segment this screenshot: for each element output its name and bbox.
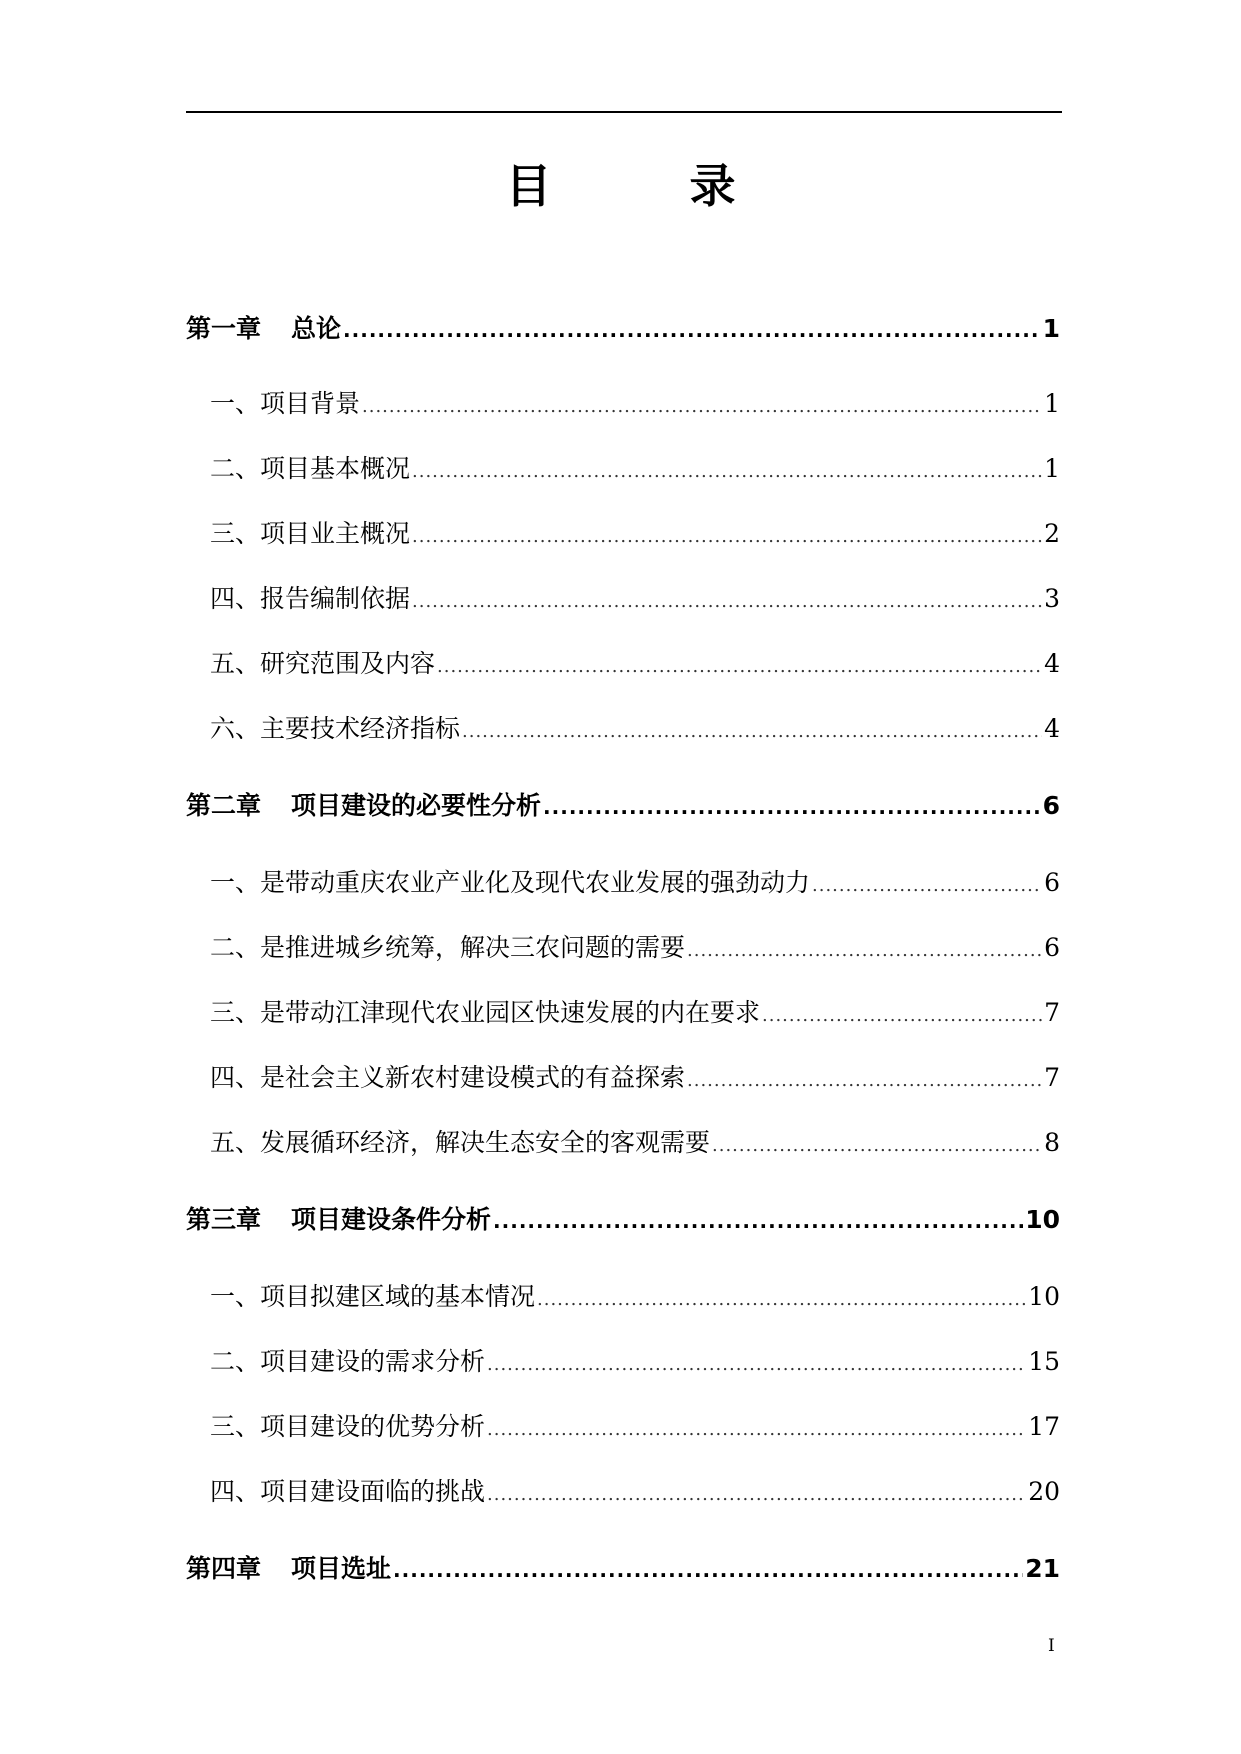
chapter-title: 项目建设条件分析 [291,1205,492,1234]
page-ref: 4 [1044,714,1060,743]
chapter-number: 第四章 [186,1554,262,1583]
page-ref: 21 [1025,1554,1060,1583]
chapter-number: 第一章 [186,314,262,343]
dot-leader [537,1289,1026,1310]
toc-section[interactable] [186,449,1060,485]
dot-leader [412,461,1042,482]
dot-leader [462,721,1042,742]
page-ref: 2 [1044,519,1060,548]
toc-section[interactable] [186,1472,1060,1508]
page-ref: 7 [1044,1063,1060,1092]
toc-section[interactable] [186,928,1060,964]
dot-leader [493,1209,1023,1233]
dot-leader [762,1005,1042,1026]
dot-leader [437,656,1042,677]
toc-section[interactable] [186,1407,1060,1443]
dot-leader [412,591,1042,612]
section-title: 五、发展循环经济，解决生态安全的客观需要 [210,1128,711,1157]
section-title: 四、项目建设面临的挑战 [210,1477,486,1506]
section-title: 二、是推进城乡统筹，解决三农问题的需要 [210,933,686,962]
page-ref: 10 [1028,1282,1060,1311]
page-ref: 10 [1025,1205,1060,1234]
toc-section[interactable] [186,1342,1060,1378]
dot-leader [687,1070,1042,1091]
section-title: 六、主要技术经济指标 [210,714,461,743]
toc-chapter-4[interactable] [186,1549,1060,1585]
dot-leader [543,795,1041,819]
header-rule [186,111,1062,113]
dot-leader [812,875,1042,896]
dot-leader [487,1354,1026,1375]
dot-leader [412,526,1042,547]
chapter-number: 第二章 [186,791,262,820]
page-ref: 1 [1044,454,1060,483]
page-ref: 1 [1044,389,1060,418]
page-ref: 20 [1028,1477,1060,1506]
section-title: 四、报告编制依据 [210,584,411,613]
section-title: 一、项目背景 [210,389,361,418]
toc-section[interactable] [186,1277,1060,1313]
section-title: 三、项目业主概况 [210,519,411,548]
page-title: 目 录 [505,159,782,213]
toc-section[interactable] [186,993,1060,1029]
section-title: 三、项目建设的优势分析 [210,1412,486,1441]
dot-leader [343,318,1041,342]
chapter-title: 项目选址 [291,1554,392,1583]
page-ref: 6 [1044,868,1060,897]
page-ref: 17 [1028,1412,1060,1441]
toc-section[interactable] [186,1058,1060,1094]
page-ref: 6 [1042,791,1060,820]
page-ref: 6 [1044,933,1060,962]
dot-leader [687,940,1042,961]
toc-chapter-3[interactable] [186,1200,1060,1236]
toc-section[interactable] [186,709,1060,745]
section-title: 三、是带动江津现代农业园区快速发展的内在要求 [210,998,761,1027]
chapter-number: 第三章 [186,1205,262,1234]
toc-section[interactable] [186,644,1060,680]
page-ref: 15 [1028,1347,1060,1376]
dot-leader [712,1135,1042,1156]
chapter-title: 总论 [291,314,342,343]
toc-section[interactable] [186,579,1060,615]
dot-leader [487,1419,1026,1440]
toc-section[interactable] [186,384,1060,420]
section-title: 四、是社会主义新农村建设模式的有益探索 [210,1063,686,1092]
chapter-title: 项目建设的必要性分析 [291,791,542,820]
dot-leader [487,1484,1026,1505]
page-ref: 4 [1044,649,1060,678]
toc-chapter-1[interactable] [186,309,1060,345]
page-number: I [1048,1636,1055,1656]
section-title: 一、项目拟建区域的基本情况 [210,1282,536,1311]
page-ref: 7 [1044,998,1060,1027]
section-title: 五、研究范围及内容 [210,649,436,678]
toc-chapter-2[interactable] [186,786,1060,822]
page-ref: 8 [1044,1128,1060,1157]
section-title: 二、项目建设的需求分析 [210,1347,486,1376]
page-ref: 1 [1042,314,1060,343]
toc-section[interactable] [186,514,1060,550]
dot-leader [362,396,1042,417]
section-title: 一、是带动重庆农业产业化及现代农业发展的强劲动力 [210,868,811,897]
dot-leader [393,1558,1023,1582]
section-title: 二、项目基本概况 [210,454,411,483]
toc-section[interactable] [186,1123,1060,1159]
toc-section[interactable] [186,863,1060,899]
page-ref: 3 [1044,584,1060,613]
